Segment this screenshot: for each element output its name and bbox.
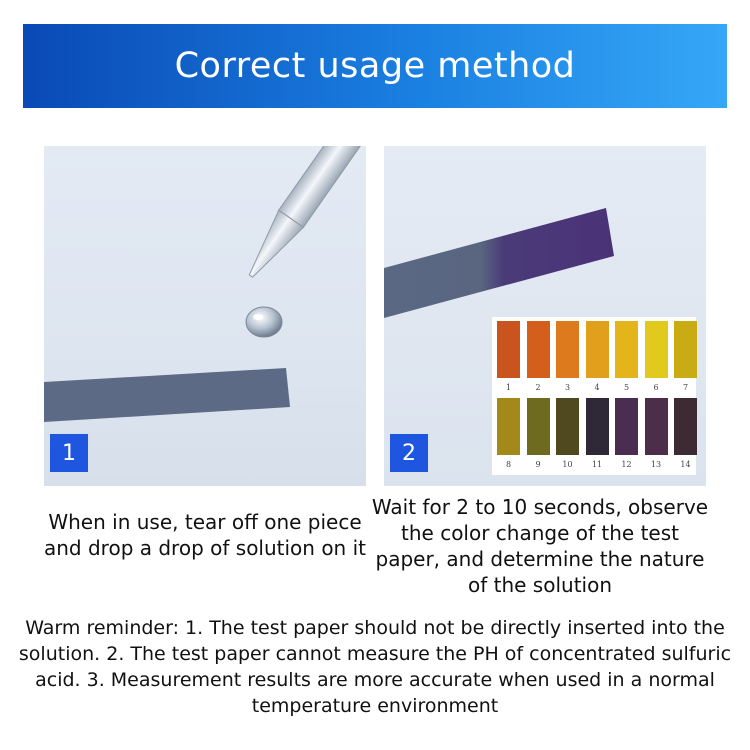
dropper bbox=[239, 146, 366, 285]
ph-swatch-2 bbox=[527, 321, 550, 378]
ph-swatch-label: 11 bbox=[591, 460, 603, 469]
test-strip bbox=[44, 368, 290, 422]
ph-swatch-label: 3 bbox=[564, 383, 571, 392]
ph-swatch-5 bbox=[615, 321, 638, 378]
ph-swatch-14 bbox=[674, 398, 697, 455]
ph-swatch-label: 9 bbox=[535, 460, 541, 469]
ph-swatch-10 bbox=[556, 398, 579, 455]
step-1-badge: 1 bbox=[50, 434, 88, 472]
ph-color-chart bbox=[492, 317, 696, 475]
ph-swatch-label: 13 bbox=[650, 460, 662, 469]
ph-swatch-label: 8 bbox=[505, 460, 512, 469]
ph-swatch-3 bbox=[556, 321, 579, 378]
ph-swatch-label: 4 bbox=[594, 383, 600, 392]
ph-swatch-13 bbox=[645, 398, 668, 455]
ph-swatch-4 bbox=[586, 321, 609, 378]
ph-swatch-1 bbox=[497, 321, 520, 378]
ph-swatch-label: 1 bbox=[505, 383, 512, 392]
step-2-caption: Wait for 2 to 10 seconds, observe the color change of the test paper, and determine the nature of the solution bbox=[371, 495, 709, 597]
step-2-badge: 2 bbox=[390, 434, 428, 472]
ph-swatch-label: 12 bbox=[621, 460, 632, 469]
ph-swatch-12 bbox=[615, 398, 638, 455]
ph-swatch-label: 10 bbox=[562, 460, 573, 469]
warm-reminder: Warm reminder: 1. The test paper should not be directly inserted into the solution. 2. The test paper cannot measure the PH of concentrated sulfuric acid. 3. Measurement results are more accurate when used in a normal temperature environment bbox=[18, 617, 732, 717]
ph-swatch-7 bbox=[674, 321, 697, 378]
ph-swatch-label: 6 bbox=[653, 383, 659, 392]
ph-swatch-11 bbox=[586, 398, 609, 455]
banner-title: Correct usage method bbox=[174, 46, 576, 86]
title-banner bbox=[23, 24, 727, 108]
ph-swatch-label: 7 bbox=[682, 383, 689, 392]
ph-swatch-8 bbox=[497, 398, 520, 455]
step-1-panel bbox=[44, 146, 366, 486]
solution-drop bbox=[246, 307, 282, 337]
ph-swatch-9 bbox=[527, 398, 550, 455]
ph-swatch-label: 2 bbox=[535, 383, 541, 392]
ph-swatch-6 bbox=[645, 321, 668, 378]
ph-swatch-label: 5 bbox=[623, 383, 630, 392]
step-1-caption: When in use, tear off one piece and drop a drop of solution on it bbox=[44, 510, 366, 560]
dropper-illustration bbox=[44, 146, 366, 486]
ph-swatch-label: 14 bbox=[680, 460, 691, 469]
reacted-test-strip bbox=[384, 208, 614, 318]
